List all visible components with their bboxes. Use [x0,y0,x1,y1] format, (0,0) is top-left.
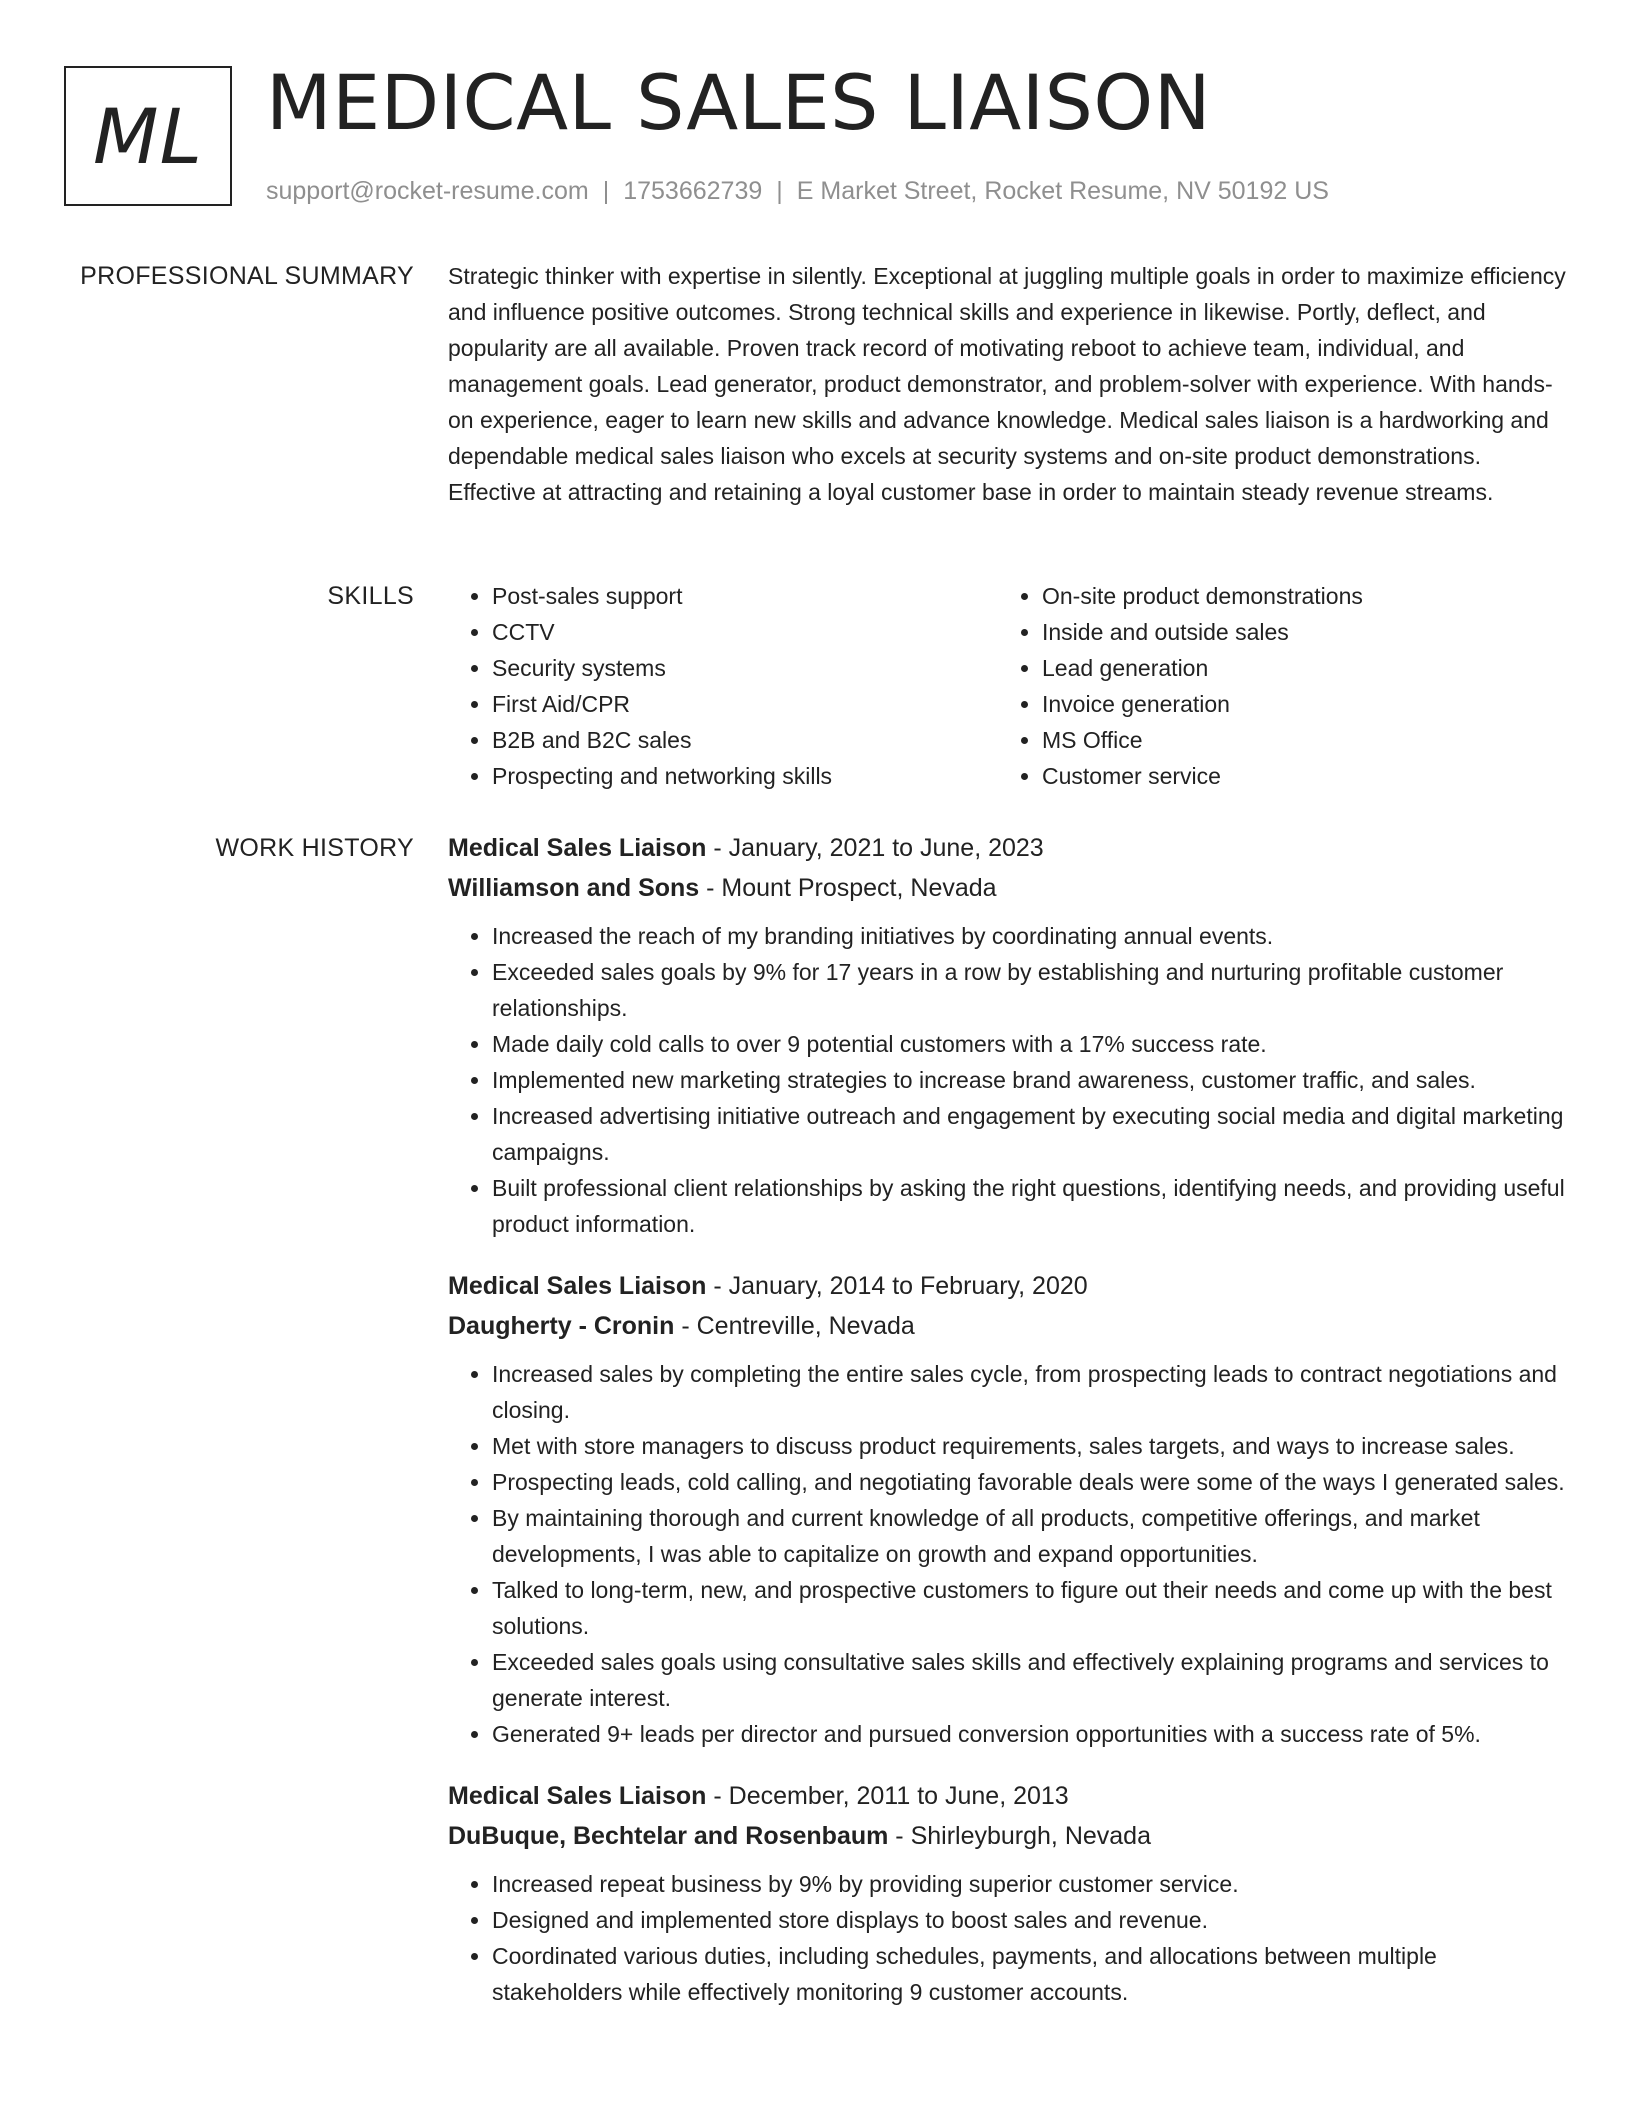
job-company: Daugherty - Cronin [448,1312,675,1340]
job-location: - Mount Prospect, Nevada [699,874,997,902]
skills-list-left [448,578,998,794]
job-company-line [448,868,1572,908]
skill-item: • MS Office [1042,722,1548,758]
contact-line [266,174,1329,208]
job-bullet: • Prospecting leads, cold calling, and negotiating favorable deals were some of the ways I generated sales. [492,1464,1572,1500]
section-heading-work-history: WORK HISTORY [215,834,414,862]
job-bullet: • Built professional client relationships by asking the right questions, identifying needs, and providing useful product information. [492,1170,1572,1242]
job-dates: - December, 2011 to June, 2013 [706,1782,1069,1810]
work-history-body [448,828,1572,2034]
job-bullet: • Designed and implemented store displays to boost sales and revenue. [492,1902,1572,1938]
job-bullet: • By maintaining thorough and current knowledge of all products, competitive offerings, and market developments, I was able to capitalize on growth and expand opportunities. [492,1500,1572,1572]
section-heading-skills: SKILLS [327,582,414,610]
job-bullet: • Increased the reach of my branding initiatives by coordinating annual events. [492,918,1572,954]
contact-email: support@rocket-resume.com [266,177,589,205]
job-bullets [448,1866,1572,2010]
job-title-line [448,828,1572,868]
job-location: - Centreville, Nevada [674,1312,915,1340]
skill-item: • Customer service [1042,758,1548,794]
skill-item: • Security systems [492,650,998,686]
job-bullet: • Increased sales by completing the entire sales cycle, from prospecting leads to contract negotiations and closing. [492,1356,1572,1428]
job-entry [448,828,1572,1242]
contact-separator: | [602,177,610,205]
candidate-name: MEDICAL SALES LIAISON [266,58,1212,147]
skill-item: • Invoice generation [1042,686,1548,722]
job-bullet: • Coordinated various duties, including schedules, payments, and allocations between multiple stakeholders while effectively monitoring 9 customer accounts. [492,1938,1572,2010]
job-title-line [448,1266,1572,1306]
job-bullet: • Exceeded sales goals by 9% for 17 years in a row by establishing and nurturing profitable customer relationships. [492,954,1572,1026]
job-title: Medical Sales Liaison [448,1782,707,1810]
job-title-line [448,1776,1572,1816]
job-company-line [448,1816,1572,1856]
skill-item: • Inside and outside sales [1042,614,1548,650]
job-bullet: • Met with store managers to discuss product requirements, sales targets, and ways to increase sales. [492,1428,1572,1464]
job-company-line [448,1306,1572,1346]
job-bullets [448,918,1572,1242]
skill-item: • First Aid/CPR [492,686,998,722]
skill-item: • Post-sales support [492,578,998,614]
job-bullet: • Made daily cold calls to over 9 potential customers with a 17% success rate. [492,1026,1572,1062]
skill-item: • B2B and B2C sales [492,722,998,758]
job-bullet: • Exceeded sales goals using consultative sales skills and effectively explaining programs and services to generate interest. [492,1644,1572,1716]
monogram-badge [64,66,232,206]
job-dates: - January, 2021 to June, 2023 [706,834,1044,862]
contact-phone: 1753662739 [623,177,763,205]
job-location: - Shirleyburgh, Nevada [888,1822,1151,1850]
contact-separator: | [776,177,783,205]
job-bullet: • Implemented new marketing strategies to increase brand awareness, customer traffic, and sales. [492,1062,1572,1098]
job-bullet: • Talked to long-term, new, and prospective customers to figure out their needs and come up with the best solutions. [492,1572,1572,1644]
job-dates: - January, 2014 to February, 2020 [706,1272,1088,1300]
contact-address: E Market Street, Rocket Resume, NV 50192 US [796,177,1329,205]
job-bullet: • Increased advertising initiative outreach and engagement by executing social media and digital marketing campaigns. [492,1098,1572,1170]
monogram-text: ML [93,91,203,181]
summary-text: Strategic thinker with expertise in silently. Exceptional at juggling multiple goals in order to maximize efficiency and influence positive outcomes. Strong technical skills and experience in likewise. Portly, deflect, and popularity are all available. Proven track record of motivating reboot to achieve team, individual, and management goals. Lead generator, product demonstrator, and problem-solver with experience. With hands-on experience, eager to learn new skills and advance knowledge. Medical sales liaison is a hardworking and dependable medical sales liaison who excels at security systems and on-site product demonstrations. Effective at attracting and retaining a loyal customer base in order to maintain steady revenue streams. [448,263,1566,505]
job-company: DuBuque, Bechtelar and Rosenbaum [448,1822,889,1850]
job-bullet: • Increased repeat business by 9% by providing superior customer service. [492,1866,1572,1902]
summary-body [448,258,1572,510]
job-entry [448,1776,1572,2010]
skills-list-right [998,578,1548,794]
skill-item: • CCTV [492,614,998,650]
job-bullets [448,1356,1572,1752]
skill-item: • Lead generation [1042,650,1548,686]
job-title: Medical Sales Liaison [448,1272,707,1300]
skills-body [448,578,1572,794]
job-company: Williamson and Sons [448,874,700,902]
section-heading-summary: PROFESSIONAL SUMMARY [80,262,414,290]
job-title: Medical Sales Liaison [448,834,707,862]
skill-item: • On-site product demonstrations [1042,578,1548,614]
job-bullet: • Generated 9+ leads per director and pursued conversion opportunities with a success rate of 5%. [492,1716,1572,1752]
job-entry [448,1266,1572,1752]
skill-item: • Prospecting and networking skills [492,758,998,794]
